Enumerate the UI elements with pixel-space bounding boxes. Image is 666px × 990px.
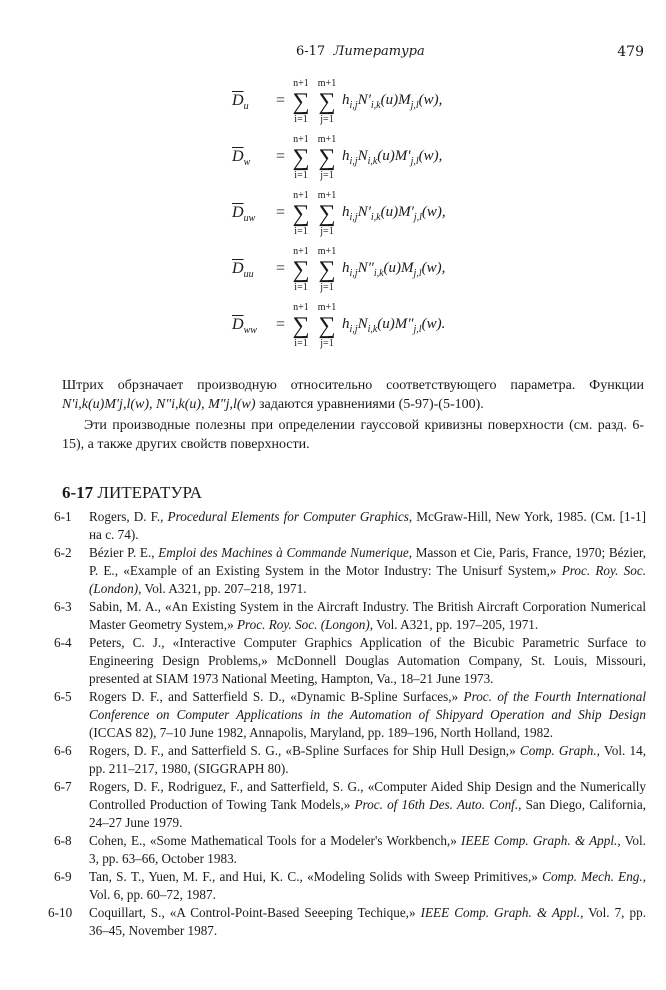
- reference-number: 6-10: [48, 905, 73, 920]
- eq-rhs: $h_{i,j}N_{i,k}(u)M''_{j,l}(w)$.: [342, 316, 446, 335]
- equation-d-uu: $\overline{D}_{uu}$ = n+1 ∑ i=1 m+1 ∑ j=1 $h_{i,j}N''_{i,k}(u)M_{j,l}(w)$,: [232, 246, 446, 293]
- paragraph-formula: N′i,k(u)M′j,l(w), N″i,k(u), M″j,l(w): [62, 397, 256, 412]
- sum-i: n+1 ∑ i=1: [292, 190, 310, 237]
- reference-item: 6-1 Rogers, D. F., Procedural Elements for Computer Graphics, McGraw-Hill, New York, 1985. (См. [1-1] на с. 74).: [54, 509, 646, 542]
- sum-i: n+1 ∑ i=1: [292, 246, 310, 293]
- reference-item: 6-4 Peters, C. J., «Interactive Computer Graphics Application of the Bicubic Parametric Surface to Engineering Design Problems,» McDonnell Douglas Automation Company, St. Louis, Missouri, presented at SIAM 1973 National Meeting, Hampton, Va., 18–21 June 1973.: [54, 635, 646, 686]
- sum-j: m+1 ∑ j=1: [317, 190, 337, 237]
- sum-i: n+1 ∑ i=1: [292, 302, 310, 349]
- eq-rhs: $h_{i,j}N''_{i,k}(u)M_{j,l}(w)$,: [342, 260, 446, 279]
- paragraph-text: задаются уравнениями (5-97)-(5-100).: [255, 397, 484, 412]
- page-number: 479: [617, 44, 644, 60]
- sum-i: n+1 ∑ i=1: [292, 134, 310, 181]
- reference-item: 6-8 Cohen, E., «Some Mathematical Tools for a Modeler's Workbench,» IEEE Comp. Graph. & Appl., Vol. 3, pp. 63–66, October 1983.: [54, 833, 646, 866]
- eq-lhs-base: $\overline{D}$: [232, 92, 244, 109]
- reference-item: 6-7 Rogers, D. F., Rodriguez, F., and Satterfield, S. G., «Computer Aided Ship Design and the Numerically Controlled Production of Towing Tank Models,» Proc. of 16th Des. Auto. Conf., San Diego, California, 24–27 June 1979.: [54, 779, 646, 830]
- sum-j: m+1 ∑ j=1: [317, 134, 337, 181]
- eq-lhs-sub: w: [243, 157, 251, 169]
- section-heading: [62, 483, 202, 503]
- eq-lhs-base: $\overline{D}$: [232, 316, 244, 333]
- reference-number: 6-7: [54, 779, 72, 794]
- sum-j: m+1 ∑ j=1: [317, 302, 337, 349]
- eq-lhs-base: $\overline{D}$: [232, 260, 244, 277]
- eq-rhs: $h_{i,j}N'_{i,k}(u)M'_{j,l}(w)$,: [342, 204, 446, 223]
- reference-item: 6-3 Sabin, M. A., «An Existing System in the Aircraft Industry. The British Aircraft Corporation Numerical Master Geometry System,» Proc. Roy. Soc. (Longon), Vol. A321, pp. 197–205, 1971.: [54, 599, 646, 632]
- eq-lhs-base: $\overline{D}$: [232, 204, 244, 221]
- equation-d-ww: $\overline{D}_{ww}$ = n+1 ∑ i=1 m+1 ∑ j=1 $h_{i,j}N_{i,k}(u)M''_{j,l}(w)$.: [232, 302, 446, 349]
- sum-j: m+1 ∑ j=1: [317, 78, 337, 125]
- equation-d-w: $\overline{D}_w$ = n+1 ∑ i=1 m+1 ∑ j=1 $h_{i,j}N_{i,k}(u)M'_{j,l}(w)$,: [232, 134, 443, 181]
- reference-number: 6-8: [54, 833, 72, 848]
- running-header: [0, 44, 666, 64]
- section-number: 6-17: [62, 483, 94, 502]
- running-title: [296, 44, 425, 59]
- paragraph-text: Штрих обрзначает производную относительно соответствующего параметра. Функции: [62, 378, 644, 393]
- reference-item: 6-9 Tan, S. T., Yuen, M. F., and Hui, K. C., «Modeling Solids with Sweep Primitives,» Comp. Mech. Eng., Vol. 6, pp. 60–72, 1987.: [54, 869, 646, 902]
- reference-number: 6-4: [54, 635, 72, 650]
- reference-number: 6-3: [54, 599, 72, 614]
- paragraph-derivative-notation: [62, 376, 644, 414]
- sum-i: n+1 ∑ i=1: [292, 78, 310, 125]
- eq-lhs-base: $\overline{D}$: [232, 148, 244, 165]
- header-section-title: Литература: [333, 44, 425, 59]
- eq-lhs-sub: u: [243, 101, 249, 113]
- reference-number: 6-1: [54, 509, 72, 524]
- eq-rhs: $h_{i,j}N_{i,k}(u)M'_{j,l}(w)$,: [342, 148, 443, 167]
- sum-j: m+1 ∑ j=1: [317, 246, 337, 293]
- header-section-number: 6-17: [296, 44, 326, 59]
- reference-number: 6-2: [54, 545, 72, 560]
- reference-number: 6-9: [54, 869, 72, 884]
- equation-d-uw: $\overline{D}_{uw}$ = n+1 ∑ i=1 m+1 ∑ j=1 $h_{i,j}N'_{i,k}(u)M'_{j,l}(w)$,: [232, 190, 446, 237]
- eq-rhs: $h_{i,j}N'_{i,k}(u)M_{j,l}(w)$,: [342, 92, 443, 111]
- reference-item: 6-6 Rogers, D. F., and Satterfield S. G., «B-Spline Surfaces for Ship Hull Design,» Comp. Graph., Vol. 14, pp. 211–217, 1980, (SIGGRAPH 80).: [54, 743, 646, 776]
- reference-item: 6-5 Rogers D. F., and Satterfield S. D., «Dynamic B-Spline Surfaces,» Proc. of the Fourth International Conference on Computer Applications in the Automation of Shipyard Operation and Ship Design (ICCAS 82), 7–10 June 1982, Annapolis, Maryland, pp. 189–196, North Holland, 1982.: [54, 689, 646, 740]
- reference-item: 6-10 Coquillart, S., «A Control-Point-Based Seeeping Techique,» IEEE Comp. Graph. & Appl., Vol. 7, pp. 36–45, November 1987.: [48, 905, 646, 938]
- eq-lhs-sub: ww: [243, 325, 257, 337]
- reference-number: 6-5: [54, 689, 72, 704]
- eq-lhs-sub: uu: [243, 269, 254, 281]
- paragraph-gaussian-curvature: Эти производные полезны при определении гауссовой кривизны поверхности (см. разд. 6-15), а также других свойств поверхности.: [62, 418, 644, 452]
- section-title: ЛИТЕРАТУРА: [97, 483, 203, 502]
- eq-lhs-sub: uw: [243, 213, 256, 225]
- reference-number: 6-6: [54, 743, 72, 758]
- reference-item: 6-2 Bézier P. E., Emploi des Machines à Commande Numerique, Masson et Cie, Paris, France, 1970; Bézier, P. E., «Example of an Existing System in the Motor Industry: The Unisurf System,» Proc. Roy. Soc. (London), Vol. A321, pp. 207–218, 1971.: [54, 545, 646, 596]
- equation-d-u: $\overline{D}_u$ = n+1 ∑ i=1 m+1 ∑ j=1 $h_{i,j}N'_{i,k}(u)M_{j,l}(w)$,: [232, 78, 443, 125]
- reference-list: [48, 508, 646, 940]
